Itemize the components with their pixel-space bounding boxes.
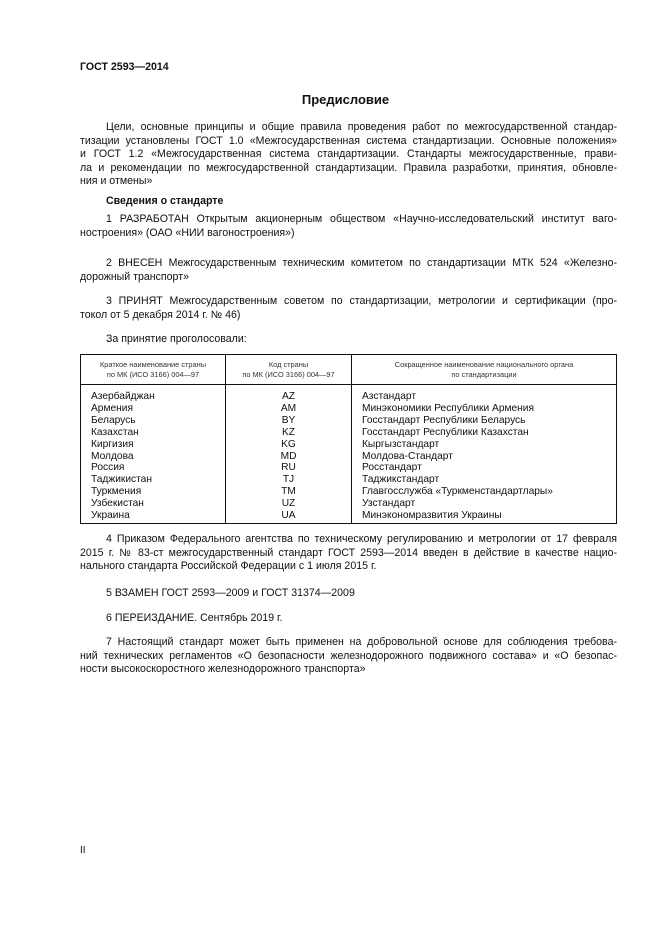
cell-body: Таджикстандарт [352,474,617,486]
cell-country: Таджикистан [81,474,226,486]
cell-code: KZ [226,427,352,439]
table-row [81,510,617,523]
cell-country: Туркмения [81,486,226,498]
cell-body: Минэкономики Республики Армения [352,403,617,415]
text-line: нального стандарта Российской Федерации с 1 июля 2015 г. [80,560,377,573]
item-1 [80,213,617,240]
text-line: токол от 5 декабря 2014 г. № 46) [80,308,241,321]
cell-country: Россия [81,462,226,474]
item-4 [80,533,617,574]
cell-body: Госстандарт Республики Беларусь [352,415,617,427]
table-row [81,498,617,510]
text-line: ния и отмены» [80,175,153,188]
text-line: 2015 г. № 83-ст межгосударственный стандарт ГОСТ 2593—2014 введен в действие в качестве нацио- [80,546,617,559]
cell-body: Азстандарт [352,385,617,403]
cell-body: Росстандарт [352,462,617,474]
cell-body: Узстандарт [352,498,617,510]
table-row [81,385,617,403]
cell-code: AZ [226,385,352,403]
text-line: 3 ПРИНЯТ Межгосударственным советом по стандартизации, метрологии и сертификации (про- [106,295,617,307]
cell-body: Главгосслужба «Туркменстандартлары» [352,486,617,498]
cell-body: Кыргызстандарт [352,439,617,451]
text-line: 4 Приказом Федерального агентства по техническому регулированию и метрологии от 17 февраля [106,533,617,545]
column-header-country [81,355,226,385]
item-3 [80,295,617,322]
header-line: по МК (ИСО 3166) 004—97 [242,370,335,379]
header-line: Код страны [268,360,309,369]
text-line: ности высокоскоростного железнодорожного транспорта» [80,663,366,676]
cell-country: Казахстан [81,427,226,439]
table-row [81,474,617,486]
cell-country: Киргизия [81,439,226,451]
cell-code: MD [226,451,352,463]
item-5: 5 ВЗАМЕН ГОСТ 2593—2009 и ГОСТ 31374—2009 [106,587,355,599]
cell-code: UZ [226,498,352,510]
cell-code: BY [226,415,352,427]
cell-code: KG [226,439,352,451]
voting-table [80,354,617,524]
cell-country: Армения [81,403,226,415]
table-row [81,451,617,463]
header-line: Сокращенное наименование национального органа [394,360,574,369]
text-line: дорожный транспорт» [80,270,189,283]
text-line: тизации установлены ГОСТ 1.0 «Межгосударственная система стандартизации. Основные положения» [80,134,617,147]
cell-country: Беларусь [81,415,226,427]
text-line: 7 Настоящий стандарт может быть применен на добровольной основе для соблюдения требова- [106,636,617,648]
text-line: ний технических регламентов «О безопасности железнодорожного подвижного состава» и «О безопас- [80,649,617,662]
cell-code: TJ [226,474,352,486]
text-line: ла и рекомендации по межгосударственной стандартизации. Правила разработки, принятия, обновле- [80,161,617,174]
cell-country: Азербайджан [81,385,226,403]
item-6: 6 ПЕРЕИЗДАНИЕ. Сентябрь 2019 г. [106,612,283,624]
text-line: 1 РАЗРАБОТАН Открытым акционерным обществом «Научно-исследовательский институт ваго- [106,213,617,225]
section-heading: Сведения о стандарте [106,195,224,207]
text-line: ностроения» (ОАО «НИИ вагоностроения») [80,226,295,239]
voted-label: За принятие проголосовали: [106,333,247,345]
header-line: Краткое наименование страны [99,360,207,369]
cell-code: AM [226,403,352,415]
header-line: по стандартизации [451,370,517,379]
cell-body: Госстандарт Республики Казахстан [352,427,617,439]
table-row [81,427,617,439]
document-header: ГОСТ 2593—2014 [80,61,169,73]
table-row [81,462,617,474]
text-line: и ГОСТ 1.2 «Межгосударственная система стандартизации. Стандарты межгосударственные, прави- [80,148,617,161]
page-title: Предисловие [301,92,390,107]
table-row [81,403,617,415]
cell-code: UA [226,510,352,523]
cell-country: Узбекистан [81,498,226,510]
cell-code: RU [226,462,352,474]
table-header-row [81,355,617,385]
cell-country: Украина [81,510,226,523]
item-2 [80,257,617,284]
table-row [81,415,617,427]
column-header-code [226,355,352,385]
table-row [81,439,617,451]
header-line: по МК (ИСО 3166) 004—97 [106,370,200,379]
cell-body: Молдова-Стандарт [352,451,617,463]
intro-paragraph [80,121,617,189]
text-line: 2 ВНЕСЕН Межгосударственным техническим комитетом по стандартизации МТК 524 «Железно- [106,257,617,269]
item-7 [80,636,617,677]
cell-body: Минэкономразвития Украины [352,510,617,523]
column-header-body [352,355,617,385]
text-line: Цели, основные принципы и общие правила проведения работ по межгосударственной стандар- [106,121,617,133]
page-number: II [80,845,86,856]
cell-country: Молдова [81,451,226,463]
table-row [81,486,617,498]
cell-code: TM [226,486,352,498]
